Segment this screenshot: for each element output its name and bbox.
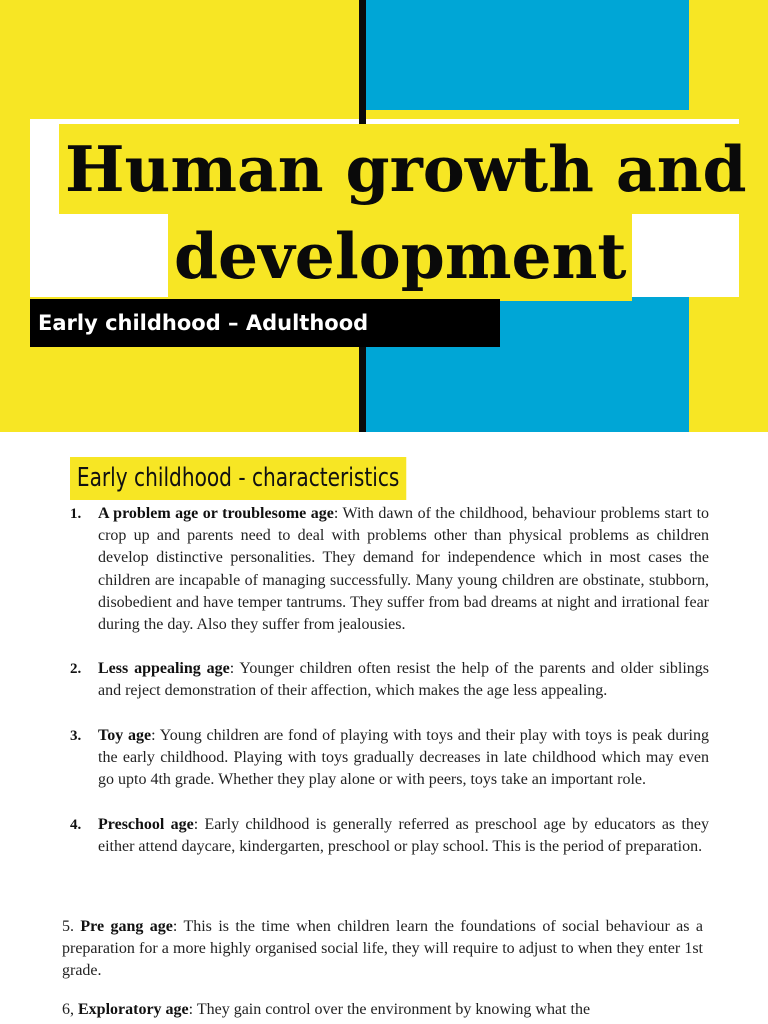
list-number: 3.	[70, 728, 82, 744]
characteristics-list	[0, 503, 768, 865]
cover-title-line-2: development	[168, 211, 632, 301]
list-item-body: : Early childhood is generally referred as preschool age by educators as they either attend daycare, kindergarten, preschool or play school. This is the period of preparation.	[98, 816, 709, 856]
paragraph-prefix: 5.	[62, 918, 81, 935]
cover-blue-block-top	[366, 0, 689, 110]
list-item-term: Less appealing age	[98, 660, 230, 677]
paragraph-term: Pre gang age	[80, 918, 173, 935]
list-number: 1.	[70, 506, 82, 522]
section-heading: Early childhood - characteristics	[70, 457, 406, 500]
paragraph-body: : This is the time when children learn the foundations of social behaviour as a preparation for a more highly organised social life, they will require to adjust to when they enter 1st grade.	[62, 918, 704, 980]
list-item-body: : Younger children often resist the help of the parents and older siblings and reject demonstration of their affection, which makes the age less appealing.	[98, 660, 710, 700]
list-item-body: : With dawn of the childhood, behaviour problems start to crop up and parents need to deal with problems other than physical problems as children develop distinctive personalities. They demand for independence which in most cases the children are incapable of managing successfully. Many young children are obstinate, stubborn, disobedient and have temper tantrums. They suffer from bad dreams at night and irrational fear during the day. Also they suffer from jealousies.	[98, 505, 710, 634]
list-item-text	[98, 658, 709, 702]
list-item-term: Preschool age	[98, 816, 194, 833]
paragraph-term: Exploratory age	[78, 1001, 189, 1018]
list-item-term: Toy age	[98, 727, 152, 744]
paragraph-exploratory-age	[62, 999, 703, 1021]
paragraph-body: : They gain control over the environment by knowing what the	[188, 1001, 591, 1018]
cover-subtitle: Early childhood – Adulthood	[30, 299, 500, 347]
paragraph-prefix: 6,	[62, 1001, 78, 1018]
list-item-text	[98, 725, 709, 792]
list-item-text	[98, 814, 709, 858]
list-number: 2.	[70, 661, 82, 677]
cover-title-line-1: Human growth and	[59, 124, 753, 214]
list-item-text	[98, 503, 709, 636]
list-item-body: : Young children are fond of playing with toys and their play with toys is peak during the early childhood. Playing with toys gradually decreases in late childhood which may even go upto 4th grade. Whether they play alone or with peers, toys take an important role.	[98, 727, 709, 789]
cover-slide	[0, 0, 768, 432]
list-item-term: A problem age or troublesome age	[98, 505, 334, 522]
list-number: 4.	[70, 817, 82, 833]
paragraph-pre-gang-age	[62, 916, 703, 983]
